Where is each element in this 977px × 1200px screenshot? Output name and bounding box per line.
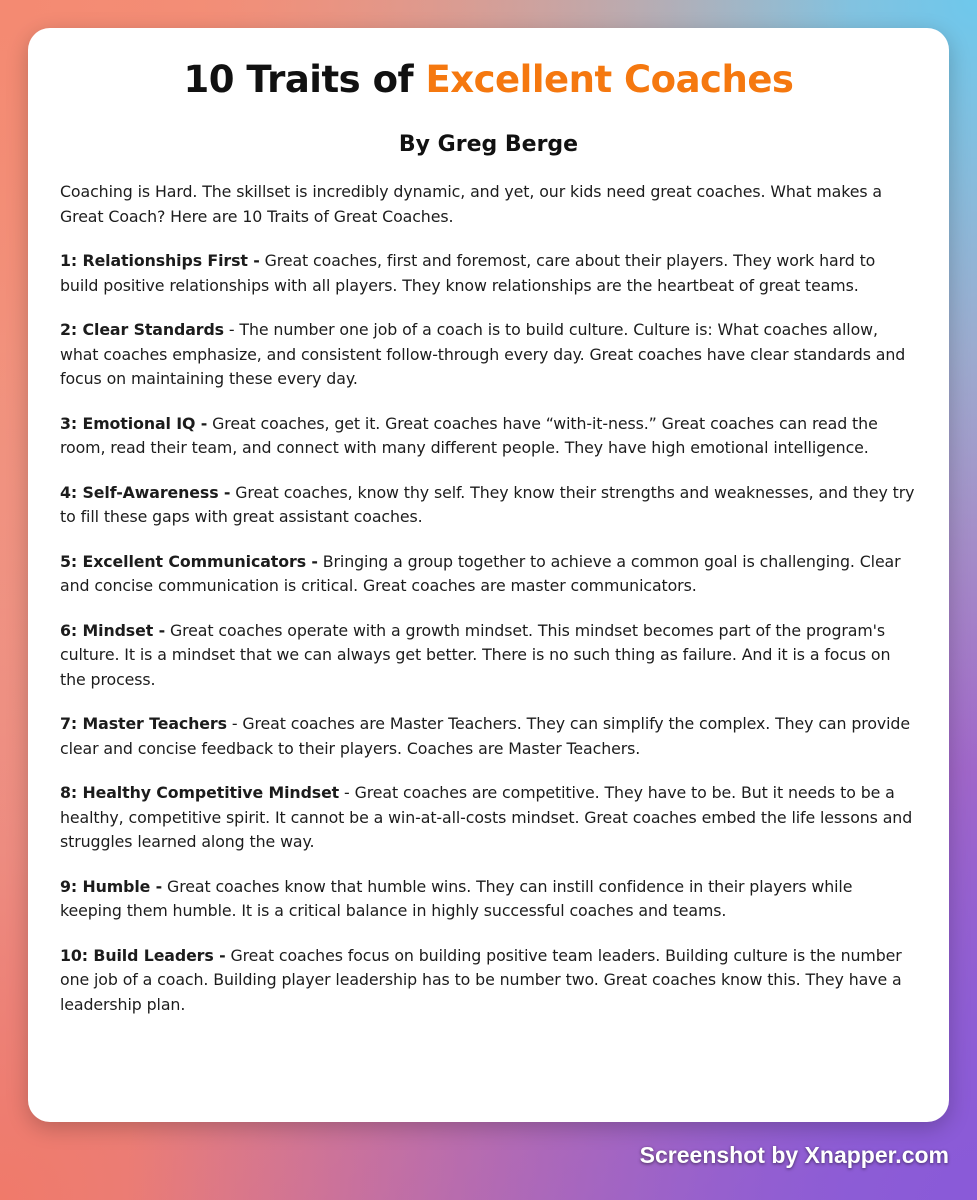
trait-3 [60, 412, 917, 461]
trait-text: Great coaches, get it. Great coaches have “with-it-ness.” Great coaches can read the room, read their team, and connect with many different people. They have high emotional intelligence. [60, 413, 878, 457]
document-card [28, 28, 949, 1122]
trait-text: Great coaches focus on building positive team leaders. Building culture is the number one job of a coach. Building player leadership has to be number two. Great coaches know this. They have a leadership plan. [60, 945, 902, 1014]
trait-label: 1: Relationships First - [60, 251, 260, 270]
trait-1 [60, 249, 917, 298]
trait-text: - Great coaches are competitive. They have to be. But it needs to be a healthy, competitive spirit. It cannot be a win-at-all-costs mindset. Great coaches embed the life lessons and struggles learned along the way. [60, 783, 913, 851]
trait-label: 4: Self-Awareness - [60, 482, 231, 502]
trait-text: Great coaches, first and foremost, care about their players. They work hard to build positive relationships with all players. They know relationships are the heartbeat of great teams. [60, 251, 876, 295]
trait-7 [60, 712, 917, 761]
trait-label: 5: Excellent Communicators - [60, 551, 318, 571]
trait-text: - The number one job of a coach is to build culture. Culture is: What coaches allow, what coaches emphasize, and consistent follow-through every day. Great coaches have clear standards and focus on maintaining these every day. [60, 320, 906, 388]
title-accent: Excellent Coaches [425, 58, 794, 101]
trait-6 [60, 619, 917, 693]
byline: By Greg Berge [398, 132, 579, 157]
trait-text: - Great coaches are Master Teachers. They can simplify the complex. They can provide clear and concise feedback to their players. Coaches are Master Teachers. [60, 714, 910, 758]
trait-9 [60, 875, 917, 924]
trait-label: 3: Emotional IQ - [60, 413, 208, 433]
trait-text: Bringing a group together to achieve a common goal is challenging. Clear and concise communication is critical. Great coaches are master communicators. [60, 551, 901, 595]
watermark-text: Screenshot by Xnapper.com [639, 1142, 949, 1168]
trait-label: 9: Humble - [60, 876, 163, 896]
trait-label: 6: Mindset - [60, 620, 166, 640]
trait-8 [60, 781, 917, 855]
page-title [60, 28, 917, 104]
trait-5 [60, 550, 917, 599]
intro-paragraph: Coaching is Hard. The skillset is incredibly dynamic, and yet, our kids need great coaches. What makes a Great Coach? Here are 10 Traits of Great Coaches. [60, 182, 882, 226]
trait-2 [60, 318, 917, 392]
trait-label: 2: Clear Standards [60, 320, 224, 339]
trait-label: 10: Build Leaders - [60, 945, 226, 965]
title-prefix: 10 Traits of [183, 58, 426, 101]
trait-text: Great coaches operate with a growth mindset. This mindset becomes part of the program's culture. It is a mindset that we can always get better. There is no such thing as failure. And it is a focus on the process. [60, 620, 891, 689]
trait-text: Great coaches, know thy self. They know their strengths and weaknesses, and they try to fill these gaps with great assistant coaches. [60, 482, 915, 526]
trait-label: 7: Master Teachers [60, 714, 227, 733]
trait-label: 8: Healthy Competitive Mindset [60, 783, 340, 802]
trait-text: Great coaches know that humble wins. They can instill confidence in their players while keeping them humble. It is a critical balance in highly successful coaches and teams. [60, 876, 853, 920]
trait-4 [60, 481, 917, 530]
trait-10 [60, 944, 917, 1018]
